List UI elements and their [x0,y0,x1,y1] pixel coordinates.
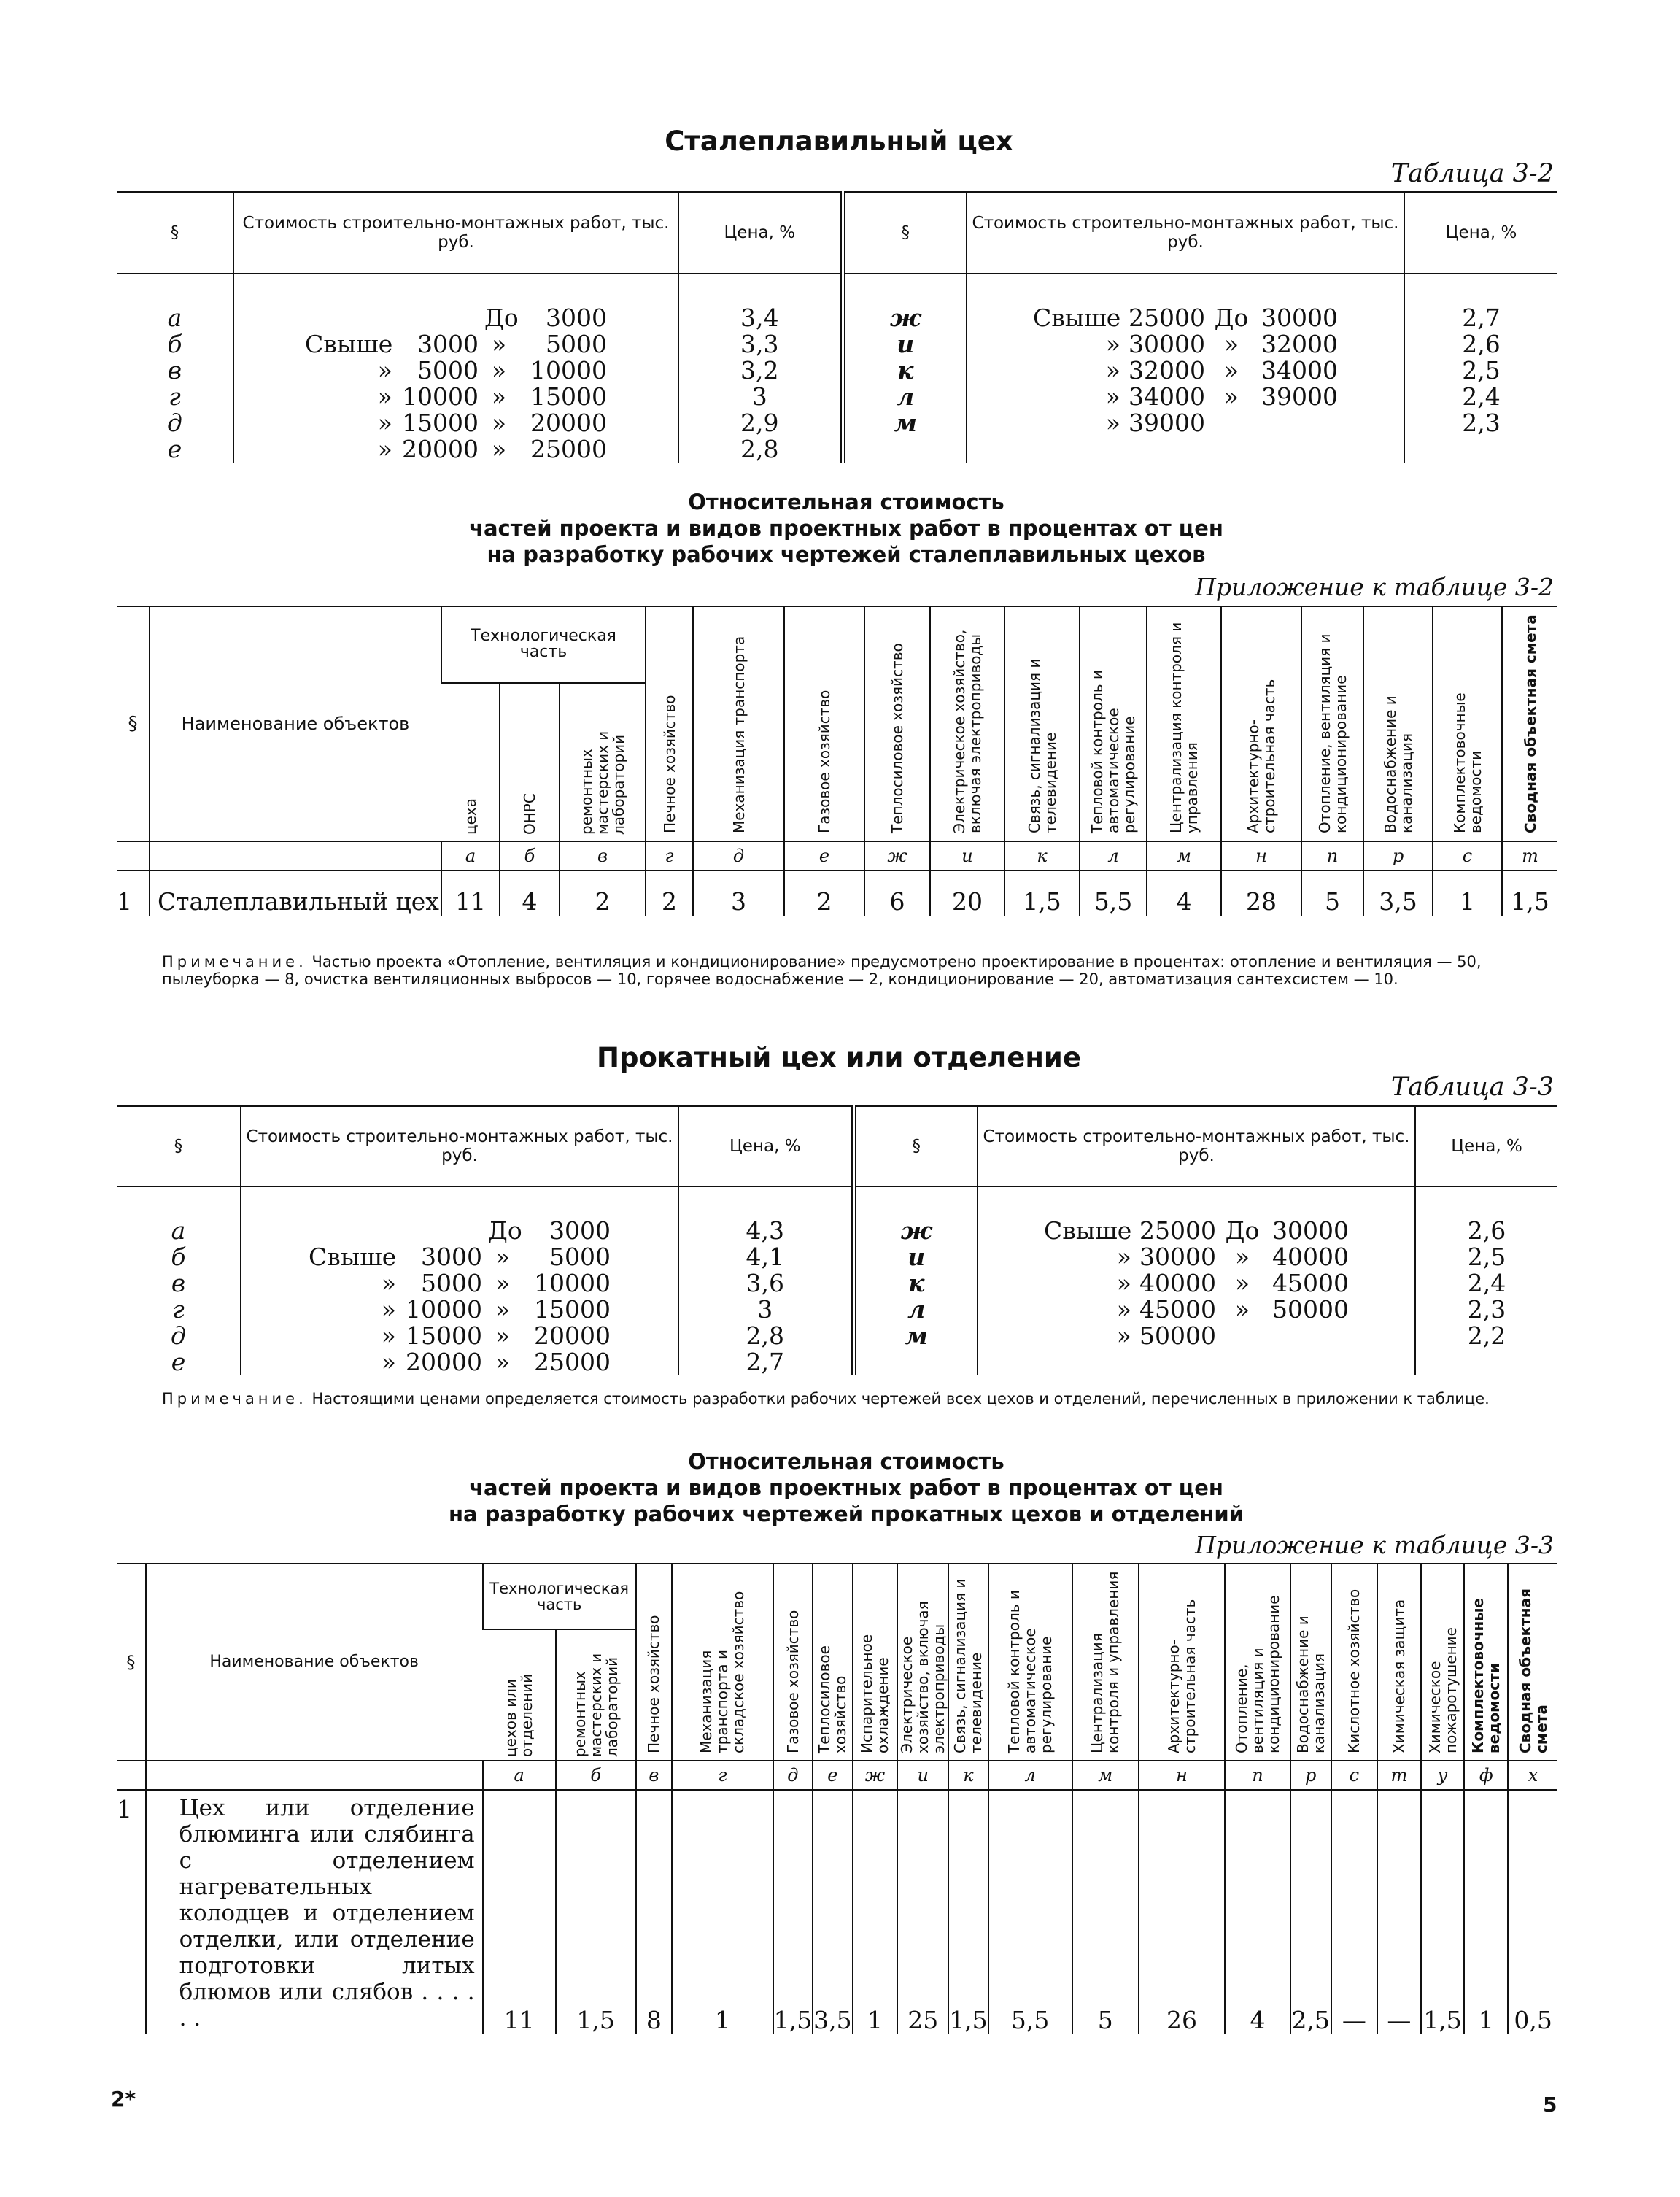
a2-col-l: Тепловой контроль и автоматическое регулирование [988,1564,1072,1761]
a1-letter: д [693,841,784,870]
a2-col-n: Архитектурно-строительная часть [1139,1564,1225,1761]
ranges-left: До 3000 Свыше 3000 » 5000 » 5000 » 10000 » 10000 » 15000 » 15000 » 20000 » 20000 » 25000 [233,274,678,463]
a1-letter: п [1301,841,1363,870]
a1-col-e: Газовое хозяйство [784,606,864,841]
a2-value: 8 [636,1790,672,2034]
a2-value: 1 [1464,1790,1508,2034]
a2-col-d: Газовое хозяйство [773,1564,813,1761]
a2-value: 25 [897,1790,948,2034]
a2-value: 2,5 [1290,1790,1331,2034]
a2-value: — [1377,1790,1420,2034]
letters-right: ж и к л м [843,274,967,463]
ranges-right: Свыше 25000 До 30000 » 30000 » 40000 » 40000 » 45000 » 45000 » 50000 » 50000 [978,1186,1415,1375]
a2-col-s: Кислотное хозяйство [1331,1564,1377,1761]
header-price: Цена, % [678,1106,853,1186]
appendix1-note: Примечание. Частью проекта «Отопление, вентиляция и кондиционирование» предусмотрено проектирование в процентах: отопление и вентиляция — 50, пылеуборка — 8, очистка вентиляционных выбросов — 10, горячее водоснабжение — 2, кондиционирование — 20, автоматизация сантехсистем — 10. [162,953,1482,988]
header-sym-right: § [843,192,967,274]
section1-title: Сталеплавильный цех [665,126,1013,157]
a1-col-zh: Теплосиловое хозяйство [864,606,930,841]
a1-col-n: Архитектурно-строительная часть [1221,606,1301,841]
a1-col-p: Отопление, вентиляция и кондиционирование [1301,606,1363,841]
a2-value: 5 [1072,1790,1139,2034]
a1-letter: и [930,841,1004,870]
a1-value: 1,5 [1004,870,1080,916]
a1-value: 3,5 [1363,870,1433,916]
a2-letter: е [813,1761,852,1790]
a2-col-e: Теплосиловое хозяйство [813,1564,852,1761]
a1-col-t: Сводная объектная смета [1502,606,1557,841]
a1-row-num: 1 [117,887,132,916]
a2-col-p: Отопление, вентиляция и кондиционирование [1225,1564,1290,1761]
a1-col-d: Механизация транспорта [693,606,784,841]
a1-col-i: Электрическое хозяйство, включая электроприводы [930,606,1004,841]
prices-left: 3,4 3,3 3,2 3 2,9 2,8 [678,274,843,463]
a1-col-v: ремонтных мастерских и лабораторий [560,683,646,841]
price-table-2 [117,1105,1557,1375]
a2-value: 5,5 [988,1790,1072,2034]
header-price-right: Цена, % [1404,192,1557,274]
appendix2-label: Приложение к таблице 3-3 [1195,1531,1554,1559]
prices-right: 2,6 2,5 2,4 2,3 2,2 [1415,1186,1557,1375]
a1-value: 4 [1147,870,1221,916]
a2-letter: ж [853,1761,898,1790]
a1-value: 2 [560,870,646,916]
header-cost: Стоимость строительно-монтажных работ, тыс. руб. [233,192,678,274]
a2-value: 1,5 [773,1790,813,2034]
a1-value: 2 [646,870,693,916]
a2-value: 1 [672,1790,773,2034]
a2-col-g: Механизация транспорта и складское хозяйство [672,1564,773,1761]
letters-right: ж и к л м [853,1186,978,1375]
header-sym-right: § [853,1106,978,1186]
a1-letter: ж [864,841,930,870]
a1-letter: в [560,841,646,870]
a2-letter: а [483,1761,556,1790]
header-price: Цена, % [678,192,843,274]
header-sym: § [117,1106,241,1186]
a2-letter: к [948,1761,988,1790]
a1-col-b: ОНРС [500,683,560,841]
a2-value: 1,5 [948,1790,988,2034]
a2-letter: и [897,1761,948,1790]
a2-value: 3,5 [813,1790,852,2034]
a2-letter: ф [1464,1761,1508,1790]
a1-col-r: Водоснабжение и канализация [1363,606,1433,841]
a2-letter: р [1290,1761,1331,1790]
section2-note: Примечание. Настоящими ценами определяется стоимость разработки рабочих чертежей всех цехов и отделений, перечисленных в приложении к таблице. [162,1390,1490,1408]
ranges-right: Свыше 25000 До 30000 » 30000 » 32000 » 32000 » 34000 » 34000 » 39000 » 39000 [967,274,1404,463]
a2-col-k: Связь, сигнализация и телевидение [948,1564,988,1761]
header-sym: § [117,192,233,274]
a1-col-m: Централизация контроля и управления [1147,606,1221,841]
a1-value: 28 [1221,870,1301,916]
a2-value: 4 [1225,1790,1290,2034]
a2-col-t: Химическая защита [1377,1564,1420,1761]
a1-letter: м [1147,841,1221,870]
a1-header-tech-group: Технологическая часть [441,606,646,683]
a2-row-num: 1 [117,1795,132,1823]
a2-col-f: Комплектовочные ведомости [1464,1564,1508,1761]
a1-value: 11 [441,870,500,916]
prices-right: 2,7 2,6 2,5 2,4 2,3 [1404,274,1557,463]
a2-header-name: Наименование объектов [146,1564,483,1761]
a1-value: 4 [500,870,560,916]
a1-row-name: Сталеплавильный цех [150,870,441,916]
a2-row-name: Цех или отделение блюминга или слябинга с отделением нагревательных колодцев и отделением отделки, или отделение подготовки литых блюмов или слябов . . . . . . [146,1790,483,2034]
page-number: 5 [1543,2093,1557,2117]
a2-col-a: цехов или отделений [502,1673,536,1757]
a1-letter: е [784,841,864,870]
a1-letter: л [1080,841,1147,870]
a1-value: 5,5 [1080,870,1147,916]
section2-title: Прокатный цех или отделение [597,1042,1081,1073]
a2-col-i: Электрическое хозяйство, включая электроприводы [897,1564,948,1761]
header-cost: Стоимость строительно-монтажных работ, тыс. руб. [241,1106,678,1186]
a2-value: 1,5 [1421,1790,1465,2034]
header-cost-right: Стоимость строительно-монтажных работ, тыс. руб. [978,1106,1415,1186]
a1-letter: т [1502,841,1557,870]
a1-letter: а [441,841,500,870]
appendix2-table [117,1563,1557,2034]
a1-letter: б [500,841,560,870]
a1-header-sym: § [128,713,138,735]
a2-letter: д [773,1761,813,1790]
a2-col-b: ремонтных мастерских и лабораторий [556,1629,636,1761]
a1-col-l: Тепловой контроль и автоматическое регулирование [1080,606,1147,841]
a2-letter: в [636,1761,672,1790]
a1-letter: с [1433,841,1502,870]
a2-col-u: Химическое пожаротушение [1421,1564,1465,1761]
a2-header-tech-group: Технологическая часть [483,1564,636,1629]
letters-left: а б в г д е [167,304,182,463]
a2-letter: п [1225,1761,1290,1790]
a1-value: 1,5 [1502,870,1557,916]
a2-letter: у [1421,1761,1465,1790]
ranges-left: До 3000 Свыше 3000 » 5000 » 5000 » 10000 » 10000 » 15000 » 15000 » 20000 » 20000 » 25000 [241,1186,678,1375]
a2-letter: с [1331,1761,1377,1790]
a1-letter: н [1221,841,1301,870]
a1-value: 2 [784,870,864,916]
a2-header-sym: § [126,1652,136,1672]
appendix2-title: Относительная стоимость частей проекта и видов проектных работ в процентах от цен на разработку рабочих чертежей прокатных цехов и отделений [448,1449,1244,1526]
a2-value: 1,5 [556,1790,636,2034]
a2-value: 26 [1139,1790,1225,2034]
a2-col-v: Печное хозяйство [636,1564,672,1761]
a1-value: 6 [864,870,930,916]
a2-letter: б [556,1761,636,1790]
a1-col-s: Комплектовочные ведомости [1433,606,1502,841]
a1-letter: р [1363,841,1433,870]
a1-col-k: Связь, сигнализация и телевидение [1004,606,1080,841]
a2-value: 1 [853,1790,898,2034]
a2-value: 11 [483,1790,556,2034]
header-price-right: Цена, % [1415,1106,1557,1186]
a1-header-name: Наименование объектов [150,606,441,841]
a2-col-zh: Испарительное охлаждение [853,1564,898,1761]
a2-letter: г [672,1761,773,1790]
a2-letter: м [1072,1761,1139,1790]
page-marker: 2* [111,2087,136,2111]
a1-letter: г [646,841,693,870]
a2-value: — [1331,1790,1377,2034]
a1-value: 20 [930,870,1004,916]
a1-value: 5 [1301,870,1363,916]
a2-letter: н [1139,1761,1225,1790]
appendix1-title: Относительная стоимость частей проекта и видов проектных работ в процентах от цен на разработку рабочих чертежей сталеплавильных цехов [469,490,1223,567]
letters-left: а б в г д е [171,1216,186,1376]
a1-value: 1 [1433,870,1502,916]
a1-value: 3 [693,870,784,916]
section2-table-label: Таблица 3-3 [1390,1073,1554,1102]
a2-value: 0,5 [1508,1790,1557,2034]
price-table-1 [117,191,1557,463]
a1-col-a: цеха [461,798,479,835]
a2-letter: л [988,1761,1072,1790]
appendix1-label: Приложение к таблице 3-2 [1195,573,1554,601]
a2-col-kh: Сводная объектная смета [1508,1564,1557,1761]
a2-letter: х [1508,1761,1557,1790]
a2-letter: т [1377,1761,1420,1790]
a1-col-g: Печное хозяйство [646,606,693,841]
a2-col-m: Централизация контроля и управления [1072,1564,1139,1761]
section1-table-label: Таблица 3-2 [1390,159,1554,188]
prices-left: 4,3 4,1 3,6 3 2,8 2,7 [678,1186,853,1375]
a2-col-r: Водоснабжение и канализация [1290,1564,1331,1761]
header-cost-right: Стоимость строительно-монтажных работ, тыс. руб. [967,192,1404,274]
a1-letter: к [1004,841,1080,870]
appendix1-table [117,606,1557,916]
